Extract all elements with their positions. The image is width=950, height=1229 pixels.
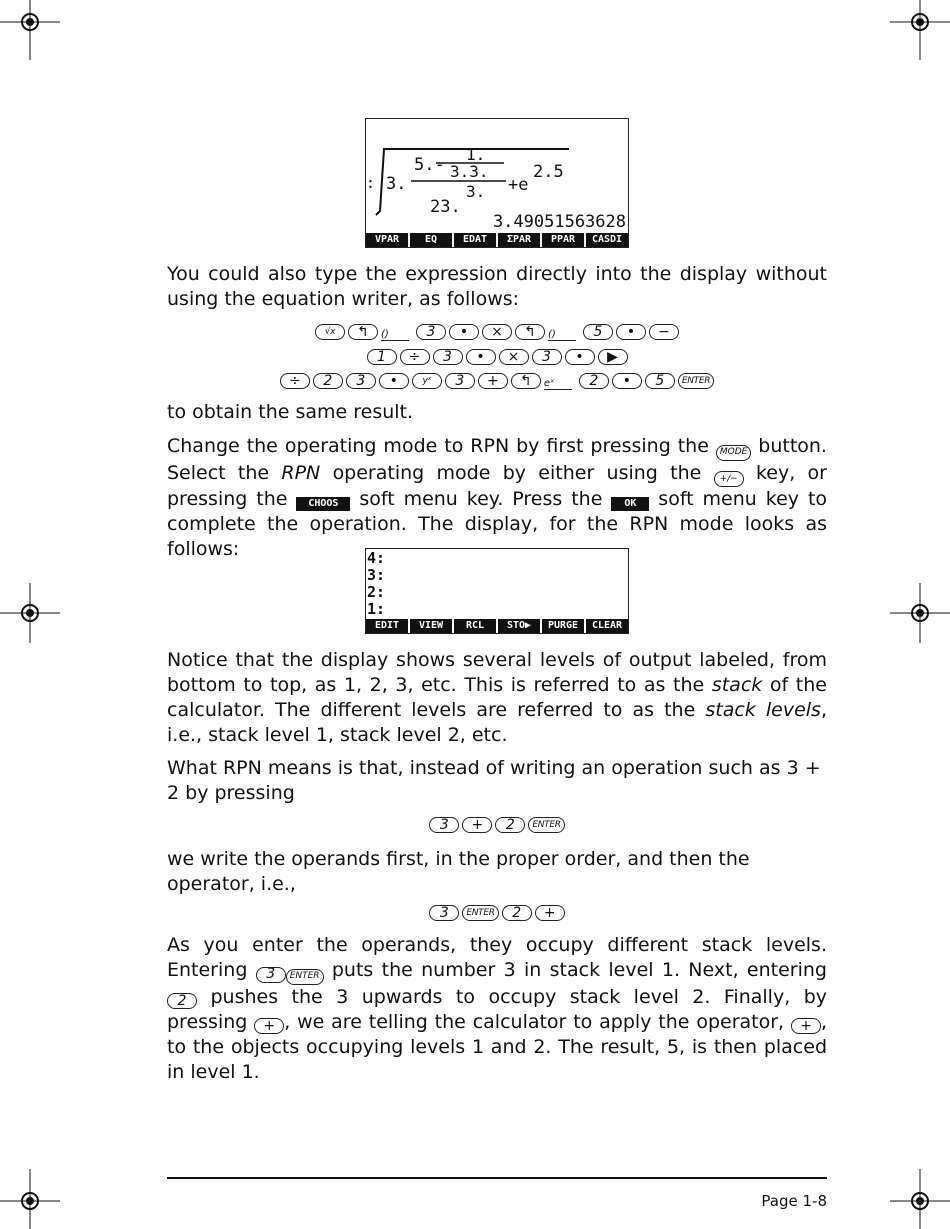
screen-num-lead: 5.- — [414, 155, 445, 175]
text: key, or pressing the — [167, 461, 827, 510]
paragraph-operands-first: we write the operands first, in the proper order, and then the operator, i.e., — [167, 848, 750, 895]
crop-mark-bottom-left — [0, 1169, 60, 1229]
left-shift-key: ↰ — [511, 373, 541, 389]
key-3: 3 — [433, 349, 463, 365]
text: operating mode by either using the — [332, 461, 702, 484]
emphasis-stack-levels: stack levels — [705, 699, 821, 721]
screen-coef: 3. — [386, 174, 407, 194]
stack-level-2: 2: — [367, 583, 386, 601]
key-2: 2 — [313, 373, 343, 389]
crop-mark-top-left — [0, 0, 60, 60]
text: , to the objects occupying levels 1 and 2. The result, 5, is then placed in level 1. — [167, 1010, 827, 1083]
crop-mark-middle-right — [890, 583, 950, 643]
mode-key: MODE — [716, 445, 751, 461]
key-5: 5 — [583, 324, 613, 340]
key-3: 3 — [429, 817, 459, 833]
divide-key: ÷ — [400, 349, 430, 365]
text: As you enter the operands, they occupy different stack levels. Entering — [167, 934, 827, 981]
crop-mark-middle-left — [0, 583, 60, 643]
softkey-eq[interactable]: EQ — [410, 233, 454, 247]
left-shift-key: ↰ — [348, 324, 378, 340]
key-2: 2 — [495, 817, 525, 833]
text: Notice that the display shows several levels of output labeled, from bottom to top, as 1, 2, 3, etc. This is referred to as the — [167, 649, 827, 696]
plus-key: + — [791, 1018, 821, 1034]
key-3: 3 — [445, 373, 475, 389]
plus-key: + — [478, 373, 508, 389]
key-3: 3 — [346, 373, 376, 389]
minus-key: − — [649, 324, 679, 340]
enter-key: ENTER — [462, 905, 498, 921]
left-shift-key: ↰ — [515, 324, 545, 340]
screen-prompt: : — [366, 174, 376, 192]
key-3: 3 — [256, 967, 286, 983]
paragraph-change-mode — [167, 434, 827, 562]
keystroke-row-3 — [167, 370, 827, 392]
choos-softkey: CHOOS — [296, 497, 350, 511]
softkey-vpar[interactable]: VPAR — [366, 233, 410, 247]
sqrt-key: √x — [315, 324, 345, 340]
text: Change the operating mode to RPN by first pressing the — [167, 435, 709, 457]
multiply-key: × — [499, 349, 529, 365]
softkey-casdi[interactable]: CASDI — [591, 234, 623, 245]
plus-key: + — [462, 817, 492, 833]
text: of the calculator. The different levels are referred to as the — [167, 674, 827, 721]
emphasis-stack: stack — [711, 674, 763, 696]
decimal-key: • — [379, 373, 409, 389]
screen-den-main: 23. — [430, 197, 461, 217]
soft-menu-bar — [366, 233, 628, 247]
softkey-view[interactable]: VIEW — [410, 619, 454, 633]
text: , i.e., stack level 1, stack level 2, etc. — [167, 699, 828, 746]
decimal-key: • — [565, 349, 595, 365]
right-arrow-key: ▶ — [598, 349, 628, 365]
soft-menu-bar — [366, 619, 628, 633]
keystroke-algebraic — [167, 814, 827, 836]
footer-rule — [167, 1177, 827, 1179]
parentheses-label: () — [548, 324, 576, 341]
text: puts the number 3 in stack level 1. Next, entering — [331, 959, 827, 981]
key-3: 3 — [429, 905, 459, 921]
decimal-key: • — [612, 373, 642, 389]
key-1: 1 — [367, 349, 397, 365]
text: soft menu key to complete the operation. The display, for the RPN mode looks as follows: — [167, 488, 828, 560]
decimal-key: • — [616, 324, 646, 340]
key-2: 2 — [502, 905, 532, 921]
key-2: 2 — [579, 373, 609, 389]
screen-result: 3.49051563628 — [492, 212, 626, 232]
keystroke-row-2 — [167, 346, 827, 368]
exp-label: eˣ — [544, 373, 572, 390]
stack-level-3: 3: — [367, 566, 386, 584]
enter-key: ENTER — [678, 373, 714, 389]
paragraph-stack — [167, 648, 827, 748]
softkey-clear[interactable]: CLEAR — [591, 620, 623, 631]
divide-key: ÷ — [280, 373, 310, 389]
paragraph-same-result: to obtain the same result. — [167, 401, 414, 423]
power-key: yˣ — [412, 373, 442, 389]
decimal-key: • — [466, 349, 496, 365]
calculator-screen-rpn-stack — [365, 548, 629, 634]
calculator-screen-expression — [365, 118, 629, 248]
text: button. Select the — [167, 435, 827, 484]
paragraph-intro: You could also type the expression directly into the display without using the equation writer, as follows: — [167, 263, 827, 310]
paragraph-entering-operands — [167, 933, 827, 1085]
key-3: 3 — [532, 349, 562, 365]
softkey-edat[interactable]: EDAT — [454, 233, 498, 247]
softkey-rcl[interactable]: RCL — [454, 619, 498, 633]
enter-key: ENTER — [528, 817, 564, 833]
emphasis-rpn: RPN — [281, 461, 321, 484]
screen-frac-den: 3.3. — [450, 162, 489, 181]
screen-exponent: 2.5 — [533, 162, 564, 182]
sign-key: +/− — [714, 471, 744, 487]
text: pushes the 3 upwards to occupy stack level 2. Finally, by pressing — [167, 985, 827, 1033]
decimal-key: • — [449, 324, 479, 340]
key-3: 3 — [416, 324, 446, 340]
plus-key: + — [254, 1018, 284, 1034]
stack-levels — [367, 550, 385, 618]
softkey-ppar[interactable]: PPAR — [542, 233, 586, 247]
crop-mark-top-right — [890, 0, 950, 60]
multiply-key: × — [482, 324, 512, 340]
softkey-sto[interactable]: STO▶ — [498, 619, 542, 633]
softkey-edit[interactable]: EDIT — [366, 619, 410, 633]
keystroke-rpn — [167, 902, 827, 924]
paragraph-rpn-meaning: What RPN means is that, instead of writing an operation such as 3 + 2 by pressing — [167, 757, 821, 804]
key-2: 2 — [167, 993, 197, 1009]
stack-level-1: 1: — [367, 600, 386, 618]
parentheses-label: () — [381, 324, 409, 341]
enter-key: ENTER — [286, 969, 324, 985]
plus-key: + — [535, 905, 565, 921]
screen-den-top: 3. — [466, 182, 486, 201]
page-number: Page 1-8 — [761, 1192, 827, 1210]
keystroke-row-1 — [167, 321, 827, 343]
ok-softkey: OK — [611, 497, 649, 511]
screen-plus-e: +e — [508, 175, 529, 195]
text: , we are telling the calculator to apply the operator, — [284, 1010, 785, 1033]
softkey-purge[interactable]: PURGE — [542, 619, 586, 633]
text: soft menu key. Press the — [359, 488, 603, 510]
key-5: 5 — [645, 373, 675, 389]
screen-frac-top: 1. — [466, 145, 486, 164]
crop-mark-bottom-right — [890, 1169, 950, 1229]
stack-level-4: 4: — [367, 549, 386, 567]
softkey-spar[interactable]: ΣPAR — [498, 233, 542, 247]
